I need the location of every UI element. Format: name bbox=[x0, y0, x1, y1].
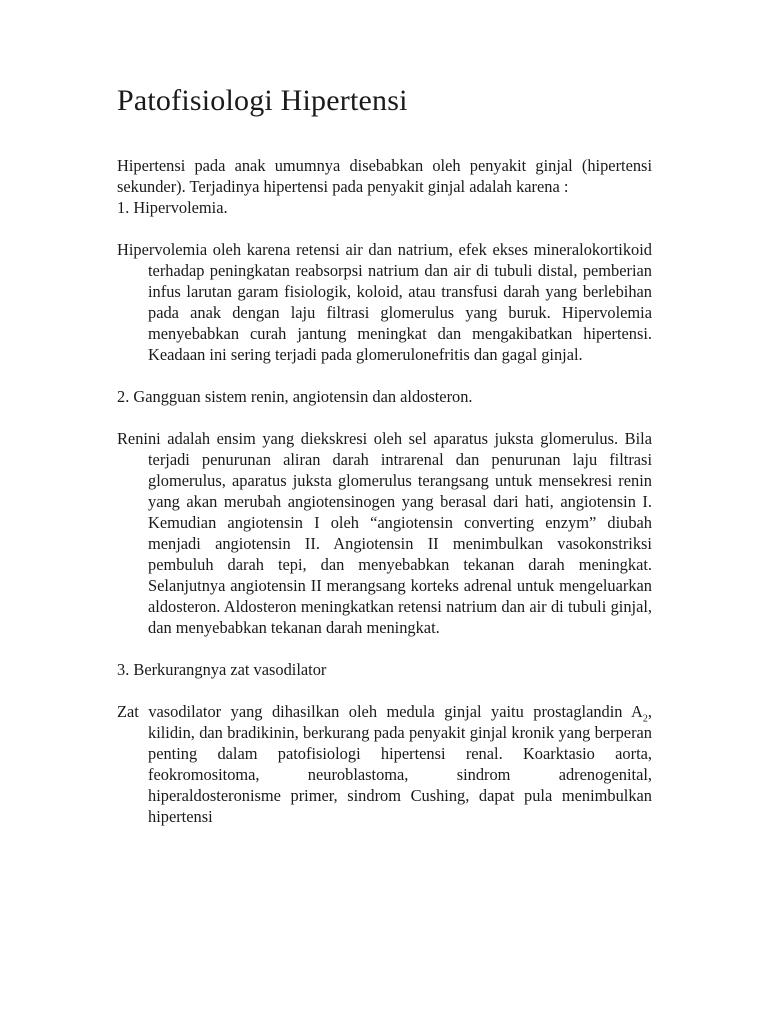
section-3-text-start: Zat vasodilator yang dihasilkan oleh medula ginjal yaitu prostaglandin A bbox=[117, 702, 643, 721]
section-1-paragraph: Hipervolemia oleh karena retensi air dan natrium, efek ekses mineralokortikoid terhadap peningkatan reabsorpsi natrium dan air di tubuli distal, pemberian infus larutan garam fisiologik, koloid, atau transfusi darah yang berlebihan pada anak dengan laju filtrasi glomerulus yang buruk. Hipervolemia menyebabkan curah jantung meningkat dan mengakibatkan hipertensi. Keadaan ini sering terjadi pada glomerulonefritis dan gagal ginjal. bbox=[117, 240, 652, 364]
intro-paragraph: Hipertensi pada anak umumnya disebabkan oleh penyakit ginjal (hipertensi sekunder). Terjadinya hipertensi pada penyakit ginjal adalah karena : bbox=[117, 156, 652, 196]
section-1-heading: 1. Hipervolemia. bbox=[117, 198, 228, 217]
document-title: Patofisiologi Hipertensi bbox=[117, 84, 408, 117]
section-2-paragraph: Renini adalah ensim yang diekskresi oleh sel aparatus juksta glomerulus. Bila terjadi penurunan aliran darah intrarenal dan penurunan laju filtrasi glomerulus, aparatus juksta glomerulus terangsang untuk mensekresi renin yang akan merubah angiotensinogen yang berasal dari hati, angiotensin I. Kemudian angiotensin I oleh “angiotensin converting enzym” diubah menjadi angiotensin II. Angiotensin II menimbulkan vasokonstriksi pembuluh darah tepi, dan menyebabkan tekanan darah meningkat. Selanjutnya angiotensin II merangsang korteks adrenal untuk mengeluarkan aldosteron. Aldosteron meningkatkan retensi natrium dan air di tubuli ginjal, dan menyebabkan tekanan darah meningkat. bbox=[117, 429, 652, 637]
section-2-heading: 2. Gangguan sistem renin, angiotensin dan aldosteron. bbox=[117, 387, 473, 406]
section-3-text-end: , kilidin, dan bradikinin, berkurang pada penyakit ginjal kronik yang berperan penting dalam patofisiologi hipertensi renal. Koarktasio aorta, feokromositoma, neuroblastoma, sindrom adrenogenital, hiperaldosteronisme primer, sindrom Cushing, dapat pula menimbulkan hipertensi bbox=[148, 702, 652, 826]
subscript-2: 2 bbox=[642, 713, 648, 725]
document-body bbox=[117, 155, 652, 827]
section-3-paragraph bbox=[117, 701, 652, 827]
section-3-heading: 3. Berkurangnya zat vasodilator bbox=[117, 660, 327, 679]
